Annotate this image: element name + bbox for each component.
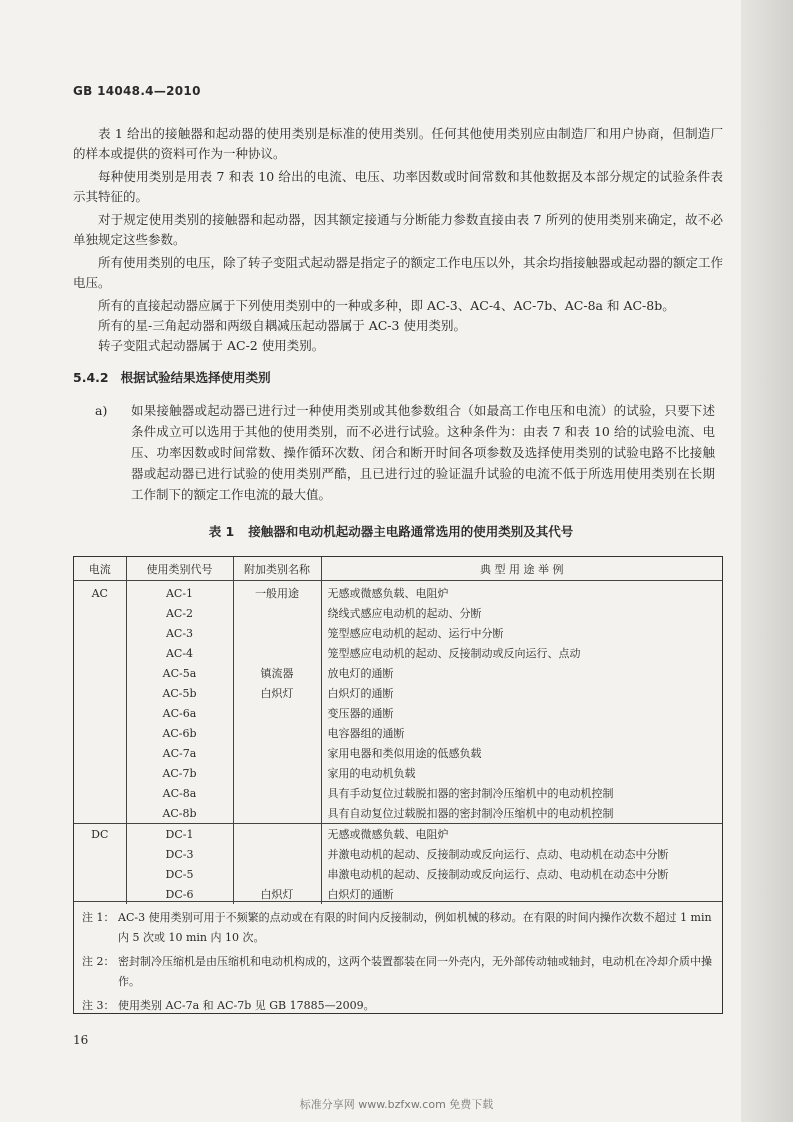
cell-extra xyxy=(233,623,321,643)
table-header-row xyxy=(74,557,722,581)
section-number: 5.4.2 xyxy=(73,370,109,385)
table-row xyxy=(74,703,722,723)
note-label: 注 2： xyxy=(82,955,115,968)
note-text: 密封制冷压缩机是由压缩机和电动机构成的，这两个装置都装在同一外壳内，无外部传动轴或轴封，电动机在冷却介质中操作。 xyxy=(118,955,712,988)
table-row xyxy=(74,803,722,824)
cell-use: 无感或微感负载、电阻炉 xyxy=(327,587,449,600)
cell-use: 家用电器和类似用途的低感负载 xyxy=(327,747,482,760)
cell-extra xyxy=(233,743,321,763)
cell-current xyxy=(74,864,126,884)
item-text: 如果接触器或起动器已进行过一种使用类别或其他参数组合（如最高工作电压和电流）的试验，只要下述条件成立可以选用于其他的使用类别，而不必进行试验。这种条件为：由表 7 和表 10 给的试验电流、电压、功率因数或时间常数、操作循环次数、闭合和断开时间各项参数及选择使用类别的试验电路不比接触器或起动器已进行试验的使用类别严酷，且已进行过的验证温升试验的电流不低于所选用使用类别在长期工作制下的额定工作电流的最大值。 xyxy=(131,403,715,502)
cell-extra xyxy=(233,603,321,623)
table-row xyxy=(74,603,722,623)
table-caption xyxy=(73,522,723,540)
table-row xyxy=(74,783,722,803)
paragraph: 转子变阻式起动器属于 AC-2 使用类别。 xyxy=(98,338,325,353)
cell-use: 绕线式感应电动机的起动、分断 xyxy=(327,607,482,620)
table-title: 接触器和电动机起动器主电路通常选用的使用类别及其代号 xyxy=(248,524,574,539)
table-notes xyxy=(74,901,722,1020)
note-text: 使用类别 AC-7a 和 AC-7b 见 GB 17885—2009。 xyxy=(118,999,375,1012)
category-table xyxy=(73,556,723,1014)
cell-code: AC-6a xyxy=(126,703,233,723)
cell-current xyxy=(74,663,126,683)
note xyxy=(82,952,714,992)
cell-use: 并激电动机的起动、反接制动或反向运行、点动、电动机在动态中分断 xyxy=(327,848,669,861)
note-text: AC-3 使用类别可用于不频繁的点动或在有限的时间内反接制动，例如机械的移动。在有限的时间内操作次数不超过 1 min 内 5 次或 10 min 内 10 次。 xyxy=(118,911,712,944)
cell-use: 具有手动复位过载脱扣器的密封制冷压缩机中的电动机控制 xyxy=(327,787,614,800)
cell-use: 白炽灯的通断 xyxy=(327,888,394,901)
cell-current: AC xyxy=(74,581,126,604)
cell-code: DC-6 xyxy=(126,884,233,904)
paragraph: 每种使用类别是用表 7 和表 10 给出的电流、电压、功率因数或时间常数和其他数据及本部分规定的试验条件表示其特征的。 xyxy=(73,169,723,204)
watermark-footer: 标准分享网 www.bzfxw.com 免费下载 xyxy=(299,1098,494,1111)
cell-code: AC-8a xyxy=(126,783,233,803)
cell-extra xyxy=(233,844,321,864)
cell-current xyxy=(74,803,126,824)
cell-extra xyxy=(233,703,321,723)
header-current: 电流 xyxy=(74,557,126,581)
table-row xyxy=(74,581,722,604)
paragraph: 对于规定使用类别的接触器和起动器，因其额定接通与分断能力参数直接由表 7 所列的使用类别来确定，故不必单独规定这些参数。 xyxy=(73,212,723,247)
page-number: 16 xyxy=(73,1033,89,1047)
header-use: 典 型 用 途 举 例 xyxy=(321,557,722,581)
cell-extra xyxy=(233,803,321,824)
table-label: 表 1 xyxy=(208,524,235,539)
cell-current xyxy=(74,623,126,643)
paragraph: 所有的星-三角起动器和两级自耦减压起动器属于 AC-3 使用类别。 xyxy=(98,318,466,333)
cell-extra xyxy=(233,723,321,743)
item-label: a) xyxy=(95,403,108,418)
table-row xyxy=(74,763,722,783)
table-row xyxy=(74,623,722,643)
note-label: 注 1： xyxy=(82,911,115,924)
cell-use: 电容器组的通断 xyxy=(327,727,405,740)
cell-use: 放电灯的通断 xyxy=(327,667,394,680)
cell-use: 具有自动复位过载脱扣器的密封制冷压缩机中的电动机控制 xyxy=(327,807,614,820)
cell-extra: 一般用途 xyxy=(233,581,321,604)
cell-use: 白炽灯的通断 xyxy=(327,687,394,700)
cell-current xyxy=(74,743,126,763)
cell-extra xyxy=(233,824,321,845)
cell-code: AC-2 xyxy=(126,603,233,623)
cell-code: AC-3 xyxy=(126,623,233,643)
header-extra: 附加类别名称 xyxy=(233,557,321,581)
cell-extra: 白炽灯 xyxy=(233,884,321,904)
table-row xyxy=(74,683,722,703)
cell-code: AC-8b xyxy=(126,803,233,824)
cell-current xyxy=(74,643,126,663)
note xyxy=(82,908,714,948)
cell-extra xyxy=(233,864,321,884)
page-edge-shadow xyxy=(741,0,793,1122)
cell-use: 笼型感应电动机的起动、运行中分断 xyxy=(327,627,504,640)
cell-code: DC-5 xyxy=(126,864,233,884)
cell-code: AC-5a xyxy=(126,663,233,683)
cell-use: 家用的电动机负载 xyxy=(327,767,416,780)
cell-extra: 白炽灯 xyxy=(233,683,321,703)
cell-current xyxy=(74,763,126,783)
cell-code: DC-3 xyxy=(126,844,233,864)
paragraph: 所有的直接起动器应属于下列使用类别中的一种或多种，即 AC-3、AC-4、AC-7b、AC-8a 和 AC-8b。 xyxy=(98,298,675,313)
cell-code: AC-7a xyxy=(126,743,233,763)
cell-current xyxy=(74,723,126,743)
paragraph: 表 1 给出的接触器和起动器的使用类别是标准的使用类别。任何其他使用类别应由制造厂和用户协商，但制造厂的样本或提供的资料可作为一种协议。 xyxy=(73,126,723,161)
table-row xyxy=(74,663,722,683)
paragraph: 所有使用类别的电压，除了转子变阻式起动器是指定子的额定工作电压以外，其余均指接触器或起动器的额定工作电压。 xyxy=(73,255,724,290)
cell-use: 串激电动机的起动、反接制动或反向运行、点动、电动机在动态中分断 xyxy=(327,868,669,881)
table-row xyxy=(74,723,722,743)
cell-code: AC-5b xyxy=(126,683,233,703)
cell-current xyxy=(74,703,126,723)
cell-code: AC-6b xyxy=(126,723,233,743)
cell-use: 无感或微感负载、电阻炉 xyxy=(321,824,722,845)
cell-code: AC-4 xyxy=(126,643,233,663)
note xyxy=(82,996,714,1016)
cell-use: 笼型感应电动机的起动、反接制动或反向运行、点动 xyxy=(327,647,581,660)
cell-code: AC-1 xyxy=(126,581,233,604)
cell-extra xyxy=(233,763,321,783)
cell-use: 变压器的通断 xyxy=(327,707,394,720)
header-code: 使用类别代号 xyxy=(126,557,233,581)
standard-header: GB 14048.4—2010 xyxy=(73,84,201,98)
cell-current xyxy=(74,844,126,864)
table-row xyxy=(74,824,722,845)
table-row xyxy=(74,844,722,864)
cell-current xyxy=(74,683,126,703)
cell-extra xyxy=(233,643,321,663)
table-row xyxy=(74,643,722,663)
section-title: 根据试验结果选择使用类别 xyxy=(120,370,271,385)
list-item xyxy=(95,400,715,505)
note-label: 注 3： xyxy=(82,999,115,1012)
cell-code: AC-7b xyxy=(126,763,233,783)
table-row xyxy=(74,864,722,884)
cell-code: DC-1 xyxy=(126,824,233,845)
table-row xyxy=(74,743,722,763)
cell-current: DC xyxy=(74,824,126,845)
cell-current xyxy=(74,783,126,803)
cell-extra xyxy=(233,783,321,803)
cell-extra: 镇流器 xyxy=(233,663,321,683)
body-text xyxy=(73,124,723,356)
cell-current xyxy=(74,603,126,623)
section-heading xyxy=(73,368,283,386)
